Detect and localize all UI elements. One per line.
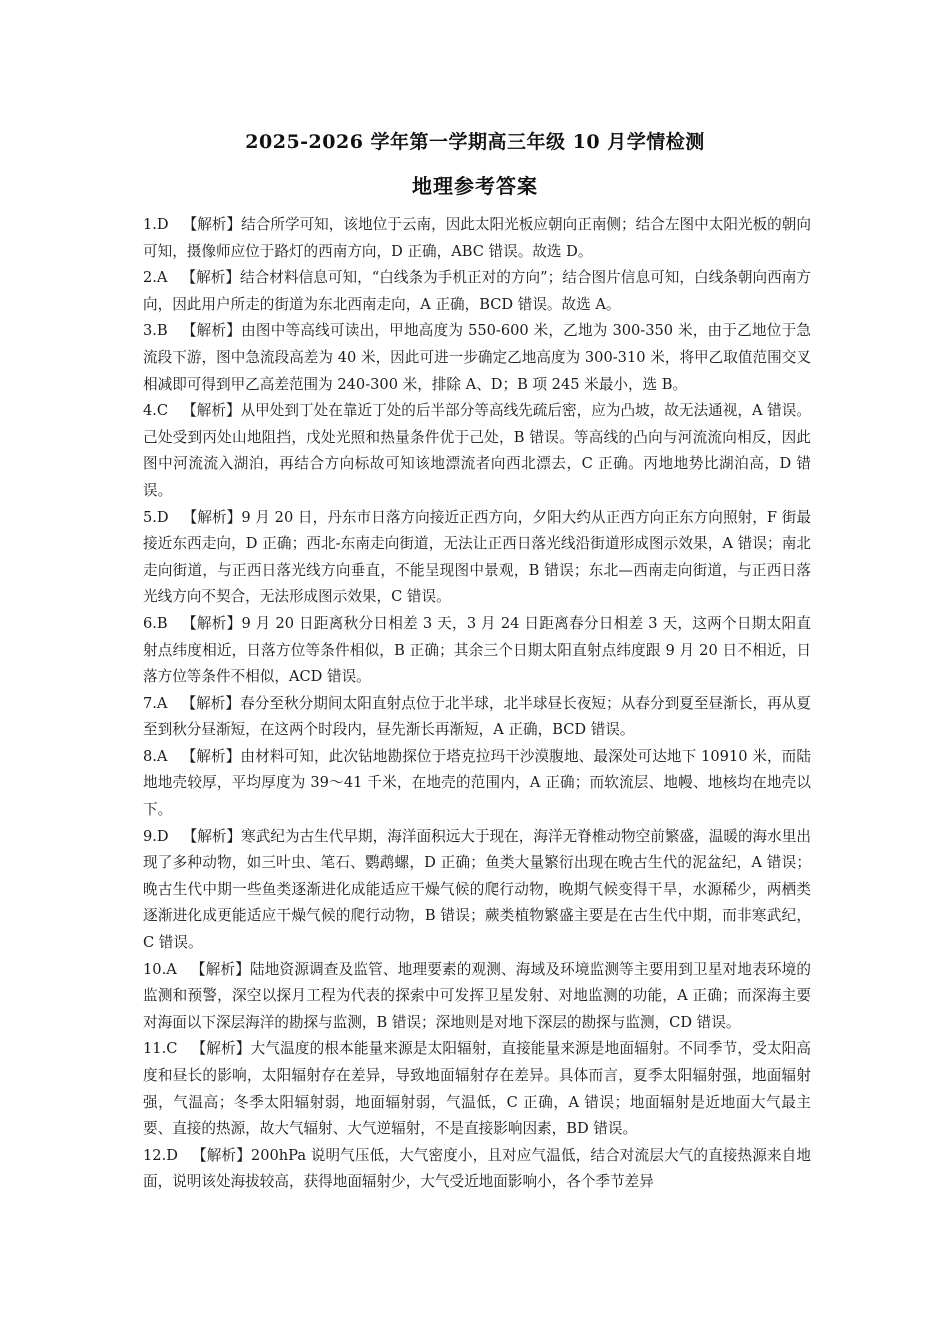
answer-explanation: 陆地资源调查及监管、地理要素的观测、海域及环境监测等主要用到卫星对地表环境的监测和预警，深空以探月工程为代表的探索中可发挥卫星发射、对地监测的功能，A 正确；而深海主要对海面以下深层海洋的勘探与监测，B 错误；深地则是对地下深层的勘探与监测，CD 错误。	[143, 960, 811, 1031]
answer-number: 12.D	[143, 1146, 178, 1164]
answer-item	[143, 318, 811, 398]
analysis-tag: 【解析】	[182, 508, 242, 526]
answer-explanation: 由图中等高线可读出，甲地高度为 550-600 米，乙地为 300-350 米，由于乙地位于急流段下游，图中急流段高差为 40 米，因此可进一步确定乙地高度为 300-310 米，将甲乙取值范围交叉相减即可得到甲乙高差范围为 240-300 米，排除 A、D；B 项 245 米最小，选 B。	[143, 322, 811, 393]
answer-item	[143, 957, 811, 1037]
analysis-tag: 【解析】	[191, 1146, 251, 1164]
analysis-tag: 【解析】	[181, 614, 242, 632]
answer-explanation: 结合所学可知，该地位于云南，因此太阳光板应朝向正南侧；结合左图中太阳光板的朝向可知，摄像师应位于路灯的西南方向，D 正确，ABC 错误。故选 D。	[143, 216, 811, 260]
answer-item	[143, 1143, 811, 1196]
analysis-tag: 【解析】	[190, 960, 250, 978]
analysis-tag: 【解析】	[181, 269, 241, 287]
answer-number: 8.A	[143, 747, 168, 765]
answer-explanation: 大气温度的根本能量来源是太阳辐射，直接能量来源是地面辐射。不同季节，受太阳高度和昼长的影响，太阳辐射存在差异，导致地面辐射存在差异。具体而言，夏季太阳辐射强，地面辐射强，气温高；冬季太阳辐射弱，地面辐射弱，气温低，C 正确，A 错误；地面辐射是近地面大气最主要、直接的热源，故大气辐射、大气逆辐射，不是直接影响因素，BD 错误。	[143, 1040, 811, 1138]
answer-explanation: 200hPa 说明气压低，大气密度小，且对应气温低，结合对流层大气的直接热源来自地面，说明该处海拔较高，获得地面辐射少，大气受近地面影响小，各个季节差异	[143, 1146, 811, 1191]
answer-explanation: 寒武纪为古生代早期，海洋面积远大于现在，海洋无脊椎动物空前繁盛，温暖的海水里出现了多种动物，如三叶虫、笔石、鹦鹉螺，D 正确；鱼类大量繁衍出现在晚古生代的泥盆纪，A 错误；晚古生代中期一些鱼类逐渐进化成能适应干燥气候的爬行动物，晚期气候变得干旱，水源稀少，两栖类逐渐进化成更能适应干燥气候的爬行动物，B 错误；蕨类植物繁盛主要是在古生代中期，而非寒武纪，C 错误。	[143, 827, 811, 952]
analysis-tag: 【解析】	[182, 402, 241, 420]
document-subtitle: 地理参考答案	[412, 174, 538, 198]
answer-number: 4.C	[143, 402, 169, 420]
answer-explanation: 由材料可知，此次钻地勘探位于塔克拉玛干沙漠腹地、最深处可达地下 10910 米，而陆地地壳较厚，平均厚度为 39～41 千米，在地壳的范围内，A 正确；而软流层、地幔、地核均在地壳以下。	[143, 747, 811, 819]
answer-number: 11.C	[143, 1040, 178, 1058]
answer-number: 1.D	[143, 216, 169, 233]
analysis-tag: 【解析】	[181, 322, 242, 340]
answer-number: 2.A	[143, 269, 168, 287]
analysis-tag: 【解析】	[181, 694, 241, 712]
analysis-tag: 【解析】	[191, 1040, 251, 1058]
answer-explanation: 从甲处到丁处在靠近丁处的后半部分等高线先疏后密，应为凸坡，故无法通视，A 错误。己处受到丙处山地阻挡，戊处光照和热量条件优于己处，B 错误。等高线的凸向与河流流向相反，因此图中河流流入湖泊，再结合方向标故可知该地漂流者向西北漂去，C 正确。丙地地势比湖泊高，D 错误。	[143, 402, 811, 499]
answer-item	[143, 505, 811, 611]
answer-item	[143, 212, 811, 265]
answer-item	[143, 611, 811, 691]
answer-item	[143, 824, 811, 957]
answer-explanation: 9 月 20 日距离秋分日相差 3 天，3 月 24 日距离春分日相差 3 天，这两个日期太阳直射点纬度相近，日落方位等条件相似，B 正确；其余三个日期太阳直射点纬度跟 9 月 20 日不相近，日落方位等条件不相似，ACD 错误。	[143, 614, 811, 686]
answer-number: 5.D	[143, 508, 169, 526]
answer-explanation: 9 月 20 日，丹东市日落方向接近正西方向，夕阳大约从正西方向正东方向照射，F 街最接近东西走向，D 正确；西北-东南走向街道，无法让正西日落光线沿街道形成图示效果，A 错误；南北走向街道，与正西日落光线方向垂直，不能呈现图中景观，B 错误；东北—西南走向街道，与正西日落光线方向不契合，无法形成图示效果，C 错误。	[143, 508, 811, 606]
answer-item	[143, 398, 811, 504]
analysis-tag: 【解析】	[181, 747, 241, 765]
answer-number: 3.B	[143, 322, 168, 340]
answer-explanation: 春分至秋分期间太阳直射点位于北半球，北半球昼长夜短；从春分到夏至昼渐长，再从夏至到秋分昼渐短，在这两个时段内，昼先渐长再渐短，A 正确，BCD 错误。	[143, 694, 811, 739]
answer-number: 6.B	[143, 614, 168, 632]
answer-list	[143, 212, 811, 1196]
answer-item	[143, 1036, 811, 1142]
analysis-tag: 【解析】	[182, 827, 242, 845]
answer-item	[143, 265, 811, 318]
answer-number: 9.D	[143, 827, 169, 845]
analysis-tag: 【解析】	[182, 216, 242, 233]
answer-number: 7.A	[143, 694, 168, 712]
answer-explanation: 结合材料信息可知，“白线条为手机正对的方向”；结合图片信息可知，白线条朝向西南方向，因此用户所走的街道为东北西南走向，A 正确，BCD 错误。故选 A。	[143, 269, 811, 313]
answer-number: 10.A	[143, 960, 177, 978]
document-title: 2025-2026 学年第一学期高三年级 10 月学情检测	[245, 131, 705, 153]
answer-item	[143, 744, 811, 824]
answer-item	[143, 691, 811, 744]
